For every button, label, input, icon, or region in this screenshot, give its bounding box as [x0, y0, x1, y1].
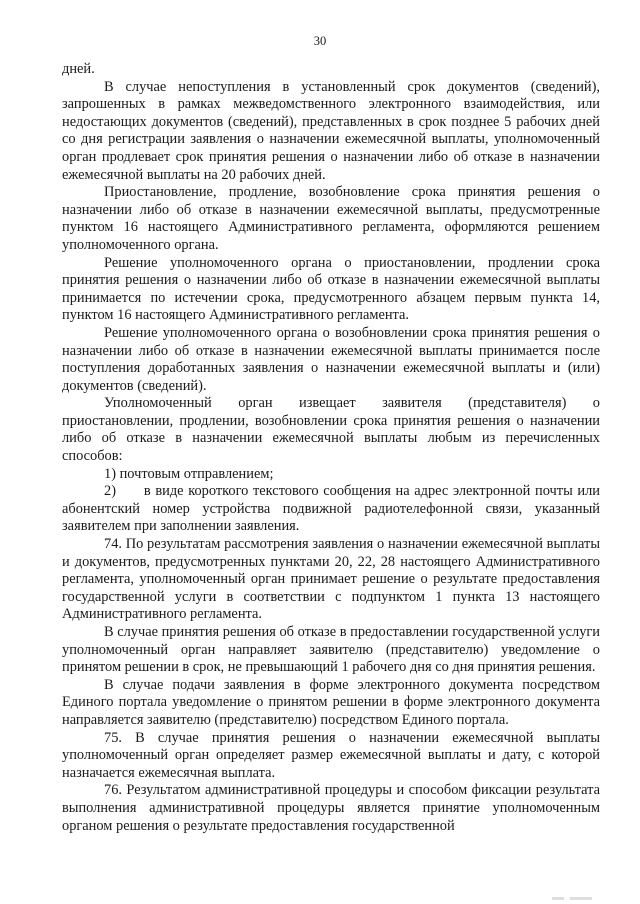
paragraph: Решение уполномоченного органа о приостановлении, продлении срока принятия решения о назначении либо об отказе в назначении ежемесячной выплаты принимается по истечении срока, предусмотренного абзацем первым пункта 14, пунктом 16 настоящего Административного регламента.	[62, 254, 600, 324]
paragraph: В случае принятия решения об отказе в предоставлении государственной услуги уполномоченный орган направляет заявителю (представителю) уведомление о принятом решении в срок, не превышающий 1 рабочего дня со дня принятия решения.	[62, 624, 600, 676]
paragraph: Решение уполномоченного органа о возобновлении срока принятия решения о назначении либо об отказе в назначении ежемесячной выплаты принимается после поступления доработанных заявления о назначении ежемесячной выплаты и (или) документов (сведений).	[62, 324, 600, 394]
paragraph: В случае непоступления в установленный срок документов (сведений), запрошенных в рамках межведомственного электронного взаимодействия, или недостающих документов (сведений), представленных в срок позднее 5 рабочих дней со дня регистрации заявления о назначении ежемесячной выплаты, уполномоченный орган продлевает срок принятия решения о назначении либо об отказе в назначении ежемесячной выплаты на 20 рабочих дней.	[62, 78, 600, 183]
document-body	[62, 61, 604, 835]
page-number: 30	[313, 34, 327, 48]
paragraph-section-74: 74. По результатам рассмотрения заявления о назначении ежемесячной выплаты и документов, предусмотренных пунктами 20, 22, 28 настоящего Административного регламента, уполномоченный орган принимает решение о результате предоставления государственной услуги в соответствии с подпунктом 1 пункта 13 настоящего Административного регламента.	[62, 536, 600, 623]
list-item: 1) почтовым отправлением;	[104, 465, 274, 482]
paragraph-section-75: 75. В случае принятия решения о назначении ежемесячной выплаты уполномоченный орган определяет размер ежемесячной выплаты и дату, с которой назначается ежемесячная выплата.	[62, 729, 600, 781]
paragraph: Уполномоченный орган извещает заявителя (представителя) о приостановлении, продлении, возобновлении срока принятия решения о назначении либо об отказе в назначении ежемесячной выплаты любым из перечисленных способов:	[62, 395, 600, 465]
paragraph-continuation: дней.	[62, 61, 95, 77]
paragraph-section-76: 76. Результатом административной процедуры и способом фиксации результата выполнения административной процедуры является принятие уполномоченным органом решения о результате предоставления государственной	[62, 782, 600, 834]
scan-artifact	[552, 897, 592, 900]
paragraph: Приостановление, продление, возобновление срока принятия решения о назначении либо об отказе в назначении ежемесячной выплаты, предусмотренные пунктом 16 настоящего Административного регламента, оформляются решением уполномоченного органа.	[62, 184, 600, 253]
list-item: 2) в виде короткого текстового сообщения на адрес электронной почты или абонентский номер устройства подвижной радиотелефонной связи, указанный заявителем при заполнении заявления.	[62, 483, 604, 535]
paragraph: В случае подачи заявления в форме электронного документа посредством Единого портала уведомление о принятом решении в форме электронного документа направляется заявителю (представителю) посредством Единого портала.	[62, 676, 600, 728]
